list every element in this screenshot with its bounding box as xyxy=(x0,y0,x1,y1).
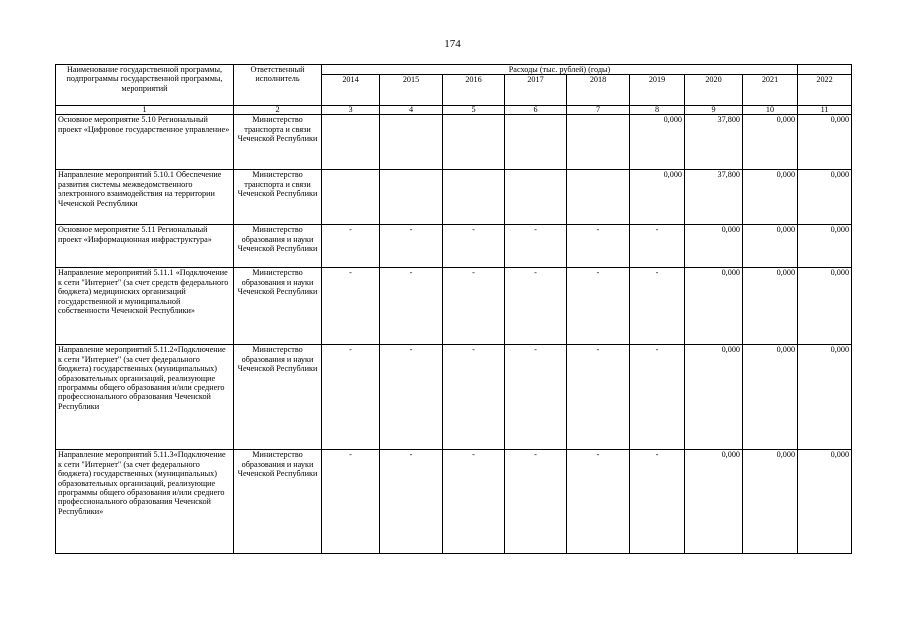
row-value-cell-2021: 0,000 xyxy=(743,268,798,345)
row-value-cell-2016: - xyxy=(443,450,505,554)
row-value-cell-2018 xyxy=(567,115,630,170)
header-year-2018: 2018 xyxy=(567,75,630,106)
row-value-cell-2020: 0,000 xyxy=(685,268,743,345)
column-number: 5 xyxy=(443,106,505,115)
row-value-cell-2021: 0,000 xyxy=(743,225,798,268)
row-value-cell-2018 xyxy=(567,170,630,225)
row-value-cell-2014: - xyxy=(322,225,380,268)
column-number: 1 xyxy=(56,106,234,115)
row-value-cell-2016: - xyxy=(443,345,505,450)
row-value-cell-2020: 37,800 xyxy=(685,115,743,170)
header-year-2021: 2021 xyxy=(743,75,798,106)
column-number: 11 xyxy=(798,106,852,115)
row-name-cell: Направление мероприятий 5.11.2«Подключение к сети "Интернет" (за счет федерального бюджета) государственных (муниципальных) образовательных организаций, реализующие программы общего образования и/или среднего профессионального образования Чеченской Республики xyxy=(56,345,234,450)
row-responsible-cell: Министерство транспорта и связи Чеченской Республики xyxy=(234,170,322,225)
header-responsible-cell: Ответственный исполнитель xyxy=(234,65,322,106)
row-value-cell-2014: - xyxy=(322,268,380,345)
row-value-cell-2017: - xyxy=(505,450,567,554)
header-expenses-cell: Расходы (тыс. рублей) (годы) xyxy=(322,65,798,75)
row-value-cell-2016: - xyxy=(443,268,505,345)
row-value-cell-2019: 0,000 xyxy=(630,170,685,225)
row-value-cell-2018: - xyxy=(567,450,630,554)
row-value-cell-2015 xyxy=(380,115,443,170)
table-row xyxy=(56,345,852,450)
row-name-cell: Направление мероприятий 5.10.1 Обеспечение развития системы межведомственного электронного взаимодействия на территории Чеченской Республики xyxy=(56,170,234,225)
row-value-cell-2022: 0,000 xyxy=(798,450,852,554)
row-responsible-cell: Министерство образования и науки Чеченской Республики xyxy=(234,268,322,345)
row-responsible-cell: Министерство образования и науки Чеченской Республики xyxy=(234,225,322,268)
table-row xyxy=(56,450,852,554)
header-name-cell: Наименование государственной программы, подпрограммы государственной программы, мероприятий xyxy=(56,65,234,106)
row-value-cell-2018: - xyxy=(567,345,630,450)
row-value-cell-2022: 0,000 xyxy=(798,268,852,345)
header-year-2016: 2016 xyxy=(443,75,505,106)
column-number: 2 xyxy=(234,106,322,115)
row-value-cell-2014 xyxy=(322,115,380,170)
row-responsible-cell: Министерство транспорта и связи Чеченской Республики xyxy=(234,115,322,170)
row-responsible-cell: Министерство образования и науки Чеченской Республики xyxy=(234,345,322,450)
row-value-cell-2021: 0,000 xyxy=(743,170,798,225)
row-value-cell-2022: 0,000 xyxy=(798,225,852,268)
row-value-cell-2015: - xyxy=(380,450,443,554)
row-value-cell-2022: 0,000 xyxy=(798,170,852,225)
row-value-cell-2015: - xyxy=(380,345,443,450)
row-value-cell-2016: - xyxy=(443,225,505,268)
row-value-cell-2017: - xyxy=(505,225,567,268)
column-number: 6 xyxy=(505,106,567,115)
row-responsible-cell: Министерство образования и науки Чеченской Республики xyxy=(234,450,322,554)
header-year-2022: 2022 xyxy=(798,75,852,106)
column-number: 10 xyxy=(743,106,798,115)
row-value-cell-2017: - xyxy=(505,268,567,345)
header-year-2015: 2015 xyxy=(380,75,443,106)
row-value-cell-2022: 0,000 xyxy=(798,345,852,450)
row-value-cell-2016 xyxy=(443,170,505,225)
column-number: 3 xyxy=(322,106,380,115)
row-value-cell-2019: 0,000 xyxy=(630,115,685,170)
row-value-cell-2017 xyxy=(505,115,567,170)
row-name-cell: Основное мероприятие 5.10 Региональный проект «Цифровое государственное управление» xyxy=(56,115,234,170)
header-year-2017: 2017 xyxy=(505,75,567,106)
row-value-cell-2022: 0,000 xyxy=(798,115,852,170)
table-body xyxy=(56,106,852,554)
row-value-cell-2014 xyxy=(322,170,380,225)
row-value-cell-2021: 0,000 xyxy=(743,115,798,170)
row-value-cell-2020: 0,000 xyxy=(685,450,743,554)
row-name-cell: Основное мероприятие 5.11 Региональный проект «Информационная инфраструктура» xyxy=(56,225,234,268)
row-value-cell-2019: - xyxy=(630,345,685,450)
row-value-cell-2019: - xyxy=(630,268,685,345)
column-numbers-row xyxy=(56,106,852,115)
row-value-cell-2020: 0,000 xyxy=(685,345,743,450)
row-name-cell: Направление мероприятий 5.11.1 «Подключение к сети "Интернет" (за счет средств федерального бюджета) медицинских организаций государственной и муниципальной собственности Чеченской Республики» xyxy=(56,268,234,345)
row-value-cell-2018: - xyxy=(567,225,630,268)
row-value-cell-2015: - xyxy=(380,268,443,345)
row-value-cell-2017: - xyxy=(505,345,567,450)
budget-table xyxy=(55,64,852,554)
column-number: 7 xyxy=(567,106,630,115)
row-value-cell-2014: - xyxy=(322,450,380,554)
row-value-cell-2019: - xyxy=(630,450,685,554)
table-row xyxy=(56,115,852,170)
row-value-cell-2020: 37,800 xyxy=(685,170,743,225)
row-value-cell-2019: - xyxy=(630,225,685,268)
row-name-cell: Направление мероприятий 5.11.3«Подключение к сети "Интернет" (за счет федерального бюджета) государственных (муниципальных) образовательных организаций, реализующие программы общего образования и/или среднего профессионального образования Чеченской Республики» xyxy=(56,450,234,554)
header-year-2020: 2020 xyxy=(685,75,743,106)
column-number: 8 xyxy=(630,106,685,115)
table-row xyxy=(56,268,852,345)
row-value-cell-2018: - xyxy=(567,268,630,345)
column-number: 9 xyxy=(685,106,743,115)
page-number: 174 xyxy=(444,38,461,50)
header-year-2019: 2019 xyxy=(630,75,685,106)
table-row xyxy=(56,225,852,268)
row-value-cell-2015 xyxy=(380,170,443,225)
header-expenses-blank-cell xyxy=(798,65,852,75)
row-value-cell-2014: - xyxy=(322,345,380,450)
header-year-2014: 2014 xyxy=(322,75,380,106)
table-row xyxy=(56,170,852,225)
header-row xyxy=(56,65,852,75)
row-value-cell-2020: 0,000 xyxy=(685,225,743,268)
row-value-cell-2021: 0,000 xyxy=(743,345,798,450)
row-value-cell-2016 xyxy=(443,115,505,170)
column-number: 4 xyxy=(380,106,443,115)
row-value-cell-2021: 0,000 xyxy=(743,450,798,554)
row-value-cell-2017 xyxy=(505,170,567,225)
row-value-cell-2015: - xyxy=(380,225,443,268)
